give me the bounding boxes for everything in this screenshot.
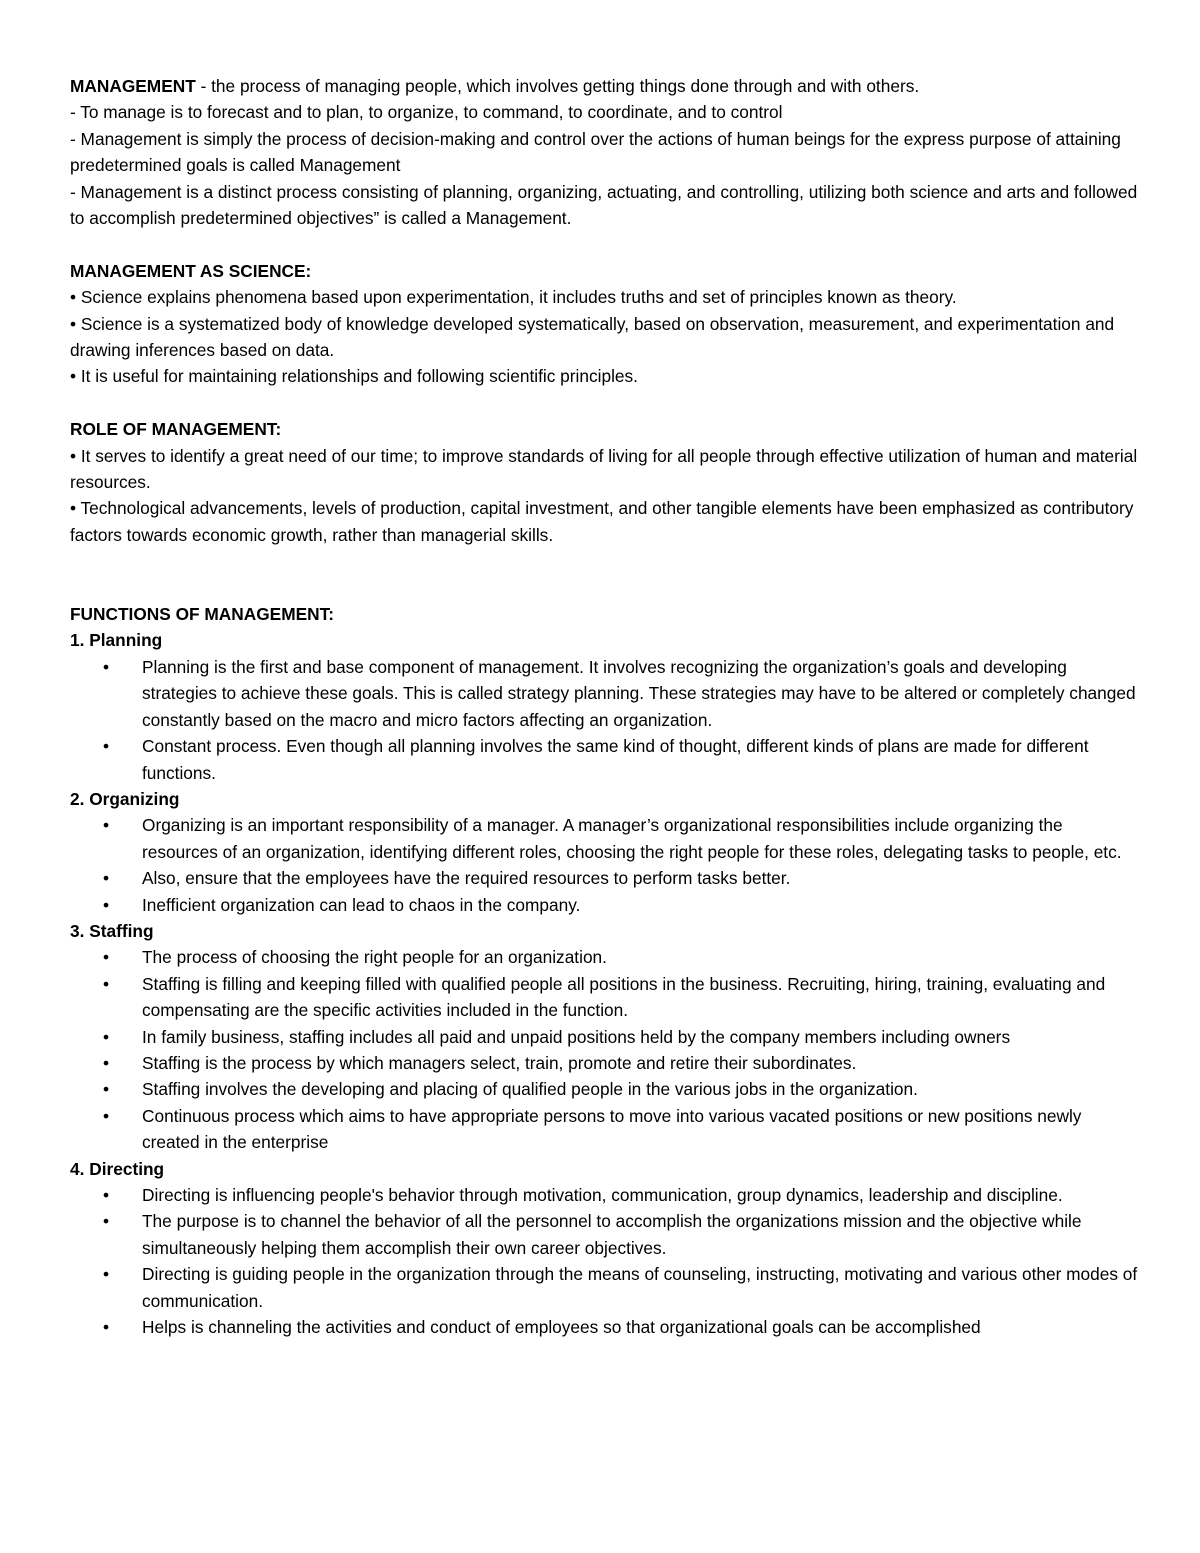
section-title-directing: 4. Directing [70,1158,165,1179]
list-item-text: In family business, staffing includes all paid and unpaid positions held by the company members including owners [142,1026,1011,1047]
bullet-icon: • [103,1026,110,1047]
list-item [70,1050,1140,1076]
list-item [70,1182,1140,1208]
role-item: • It serves to identify a great need of our time; to improve standards of living for all people through effective utilization of human and material resources. [70,445,1138,493]
role-heading: ROLE OF MANAGEMENT: [70,419,282,440]
list-item-text: Staffing involves the developing and placing of qualified people in the various jobs in the organization. [142,1079,918,1100]
bullet-icon: • [103,868,110,889]
intro-line: - Management is a distinct process consisting of planning, organizing, actuating, and controlling, utilizing both science and arts and followed to accomplish predetermined objectives” is called a Management. [70,181,1138,229]
list-item [70,1024,1140,1050]
bullet-icon: • [103,736,110,757]
intro-definition [70,73,1140,99]
staffing-list [70,944,1140,1155]
bullet-icon: • [103,1317,110,1338]
science-item: • Science explains phenomena based upon experimentation, it includes truths and set of principles known as theory. [70,287,957,308]
list-item [70,1103,1140,1156]
list-item [70,812,1140,865]
list-item [70,1076,1140,1102]
spacer [70,231,1140,257]
intro-heading-rest: - the process of managing people, which involves getting things done through and with others. [195,76,920,96]
organizing-list [70,812,1140,918]
list-item [70,654,1140,733]
list-item [70,865,1140,891]
list-item-text: Continuous process which aims to have appropriate persons to move into various vacated positions or new positions newly created in the enterprise [142,1105,1082,1153]
document-page [70,73,1140,1340]
science-item: • Science is a systematized body of knowledge developed systematically, based on observation, measurement, and experimentation and drawing inferences based on data. [70,313,1115,361]
list-item-text: Organizing is an important responsibility of a manager. A manager’s organizational responsibilities include organizing the resources of an organization, identifying different roles, choosing the right people for these roles, delegating tasks to people, etc. [142,815,1122,862]
list-item-text: Inefficient organization can lead to chaos in the company. [142,894,581,915]
list-item-text: Directing is guiding people in the organization through the means of counseling, instructing, motivating and various other modes of communication. [142,1264,1138,1311]
list-item [70,733,1140,786]
functions-heading: FUNCTIONS OF MANAGEMENT: [70,604,335,625]
section-title-staffing: 3. Staffing [70,920,154,941]
bullet-icon: • [103,1264,110,1285]
list-item-text: Constant process. Even though all planning involves the same kind of thought, different kinds of plans are made for different functions. [142,736,1089,783]
bullet-icon: • [103,1079,110,1100]
list-item-text: Also, ensure that the employees have the required resources to perform tasks better. [142,868,791,889]
list-item-text: Helps is channeling the activities and conduct of employees so that organizational goals can be accomplished [142,1317,981,1338]
list-item-text: The purpose is to channel the behavior of all the personnel to accomplish the organizations mission and the objective while simultaneously helping them accomplish their own career objectives. [142,1211,1082,1258]
bullet-icon: • [103,1105,110,1126]
bullet-icon: • [103,1211,110,1232]
list-item [70,892,1140,918]
bullet-icon: • [103,947,110,968]
planning-list [70,654,1140,786]
list-item [70,1314,1140,1340]
list-item-text: Planning is the first and base component of management. It involves recognizing the organization’s goals and developing strategies to achieve these goals. This is called strategy planning. These strategies may have to be altered or completely changed constantly based on the macro and micro factors affecting an organization. [142,656,1136,730]
bullet-icon: • [103,815,110,836]
list-item [70,1261,1140,1314]
intro-line: - Management is simply the process of decision-making and control over the actions of human beings for the express purpose of attaining predetermined goals is called Management [70,128,1121,176]
bullet-icon: • [103,1052,110,1073]
list-item-text: Staffing is filling and keeping filled with qualified people all positions in the business. Recruiting, hiring, training, evaluating and compensating are the specific activities included in the function. [142,973,1106,1021]
bullet-icon: • [103,1185,110,1206]
section-title-organizing: 2. Organizing [70,788,180,809]
science-heading: MANAGEMENT AS SCIENCE: [70,260,312,281]
bullet-icon: • [103,894,110,915]
bullet-icon: • [103,973,110,994]
list-item [70,1208,1140,1261]
intro-line: - To manage is to forecast and to plan, to organize, to command, to coordinate, and to control [70,102,783,123]
intro-heading: MANAGEMENT [70,76,196,96]
section-title-planning: 1. Planning [70,630,163,651]
list-item-text: Staffing is the process by which managers select, train, promote and retire their subordinates. [142,1052,857,1073]
list-item [70,944,1140,970]
list-item-text: Directing is influencing people's behavior through motivation, communication, group dynamics, leadership and discipline. [142,1185,1063,1206]
list-item-text: The process of choosing the right people for an organization. [142,947,607,968]
spacer [70,548,1140,601]
bullet-icon: • [103,656,110,677]
directing-list [70,1182,1140,1340]
science-item: • It is useful for maintaining relationships and following scientific principles. [70,366,638,387]
role-item: • Technological advancements, levels of production, capital investment, and other tangible elements have been emphasized as contributory factors towards economic growth, rather than managerial skills. [70,498,1134,545]
spacer [70,390,1140,416]
list-item [70,971,1140,1024]
